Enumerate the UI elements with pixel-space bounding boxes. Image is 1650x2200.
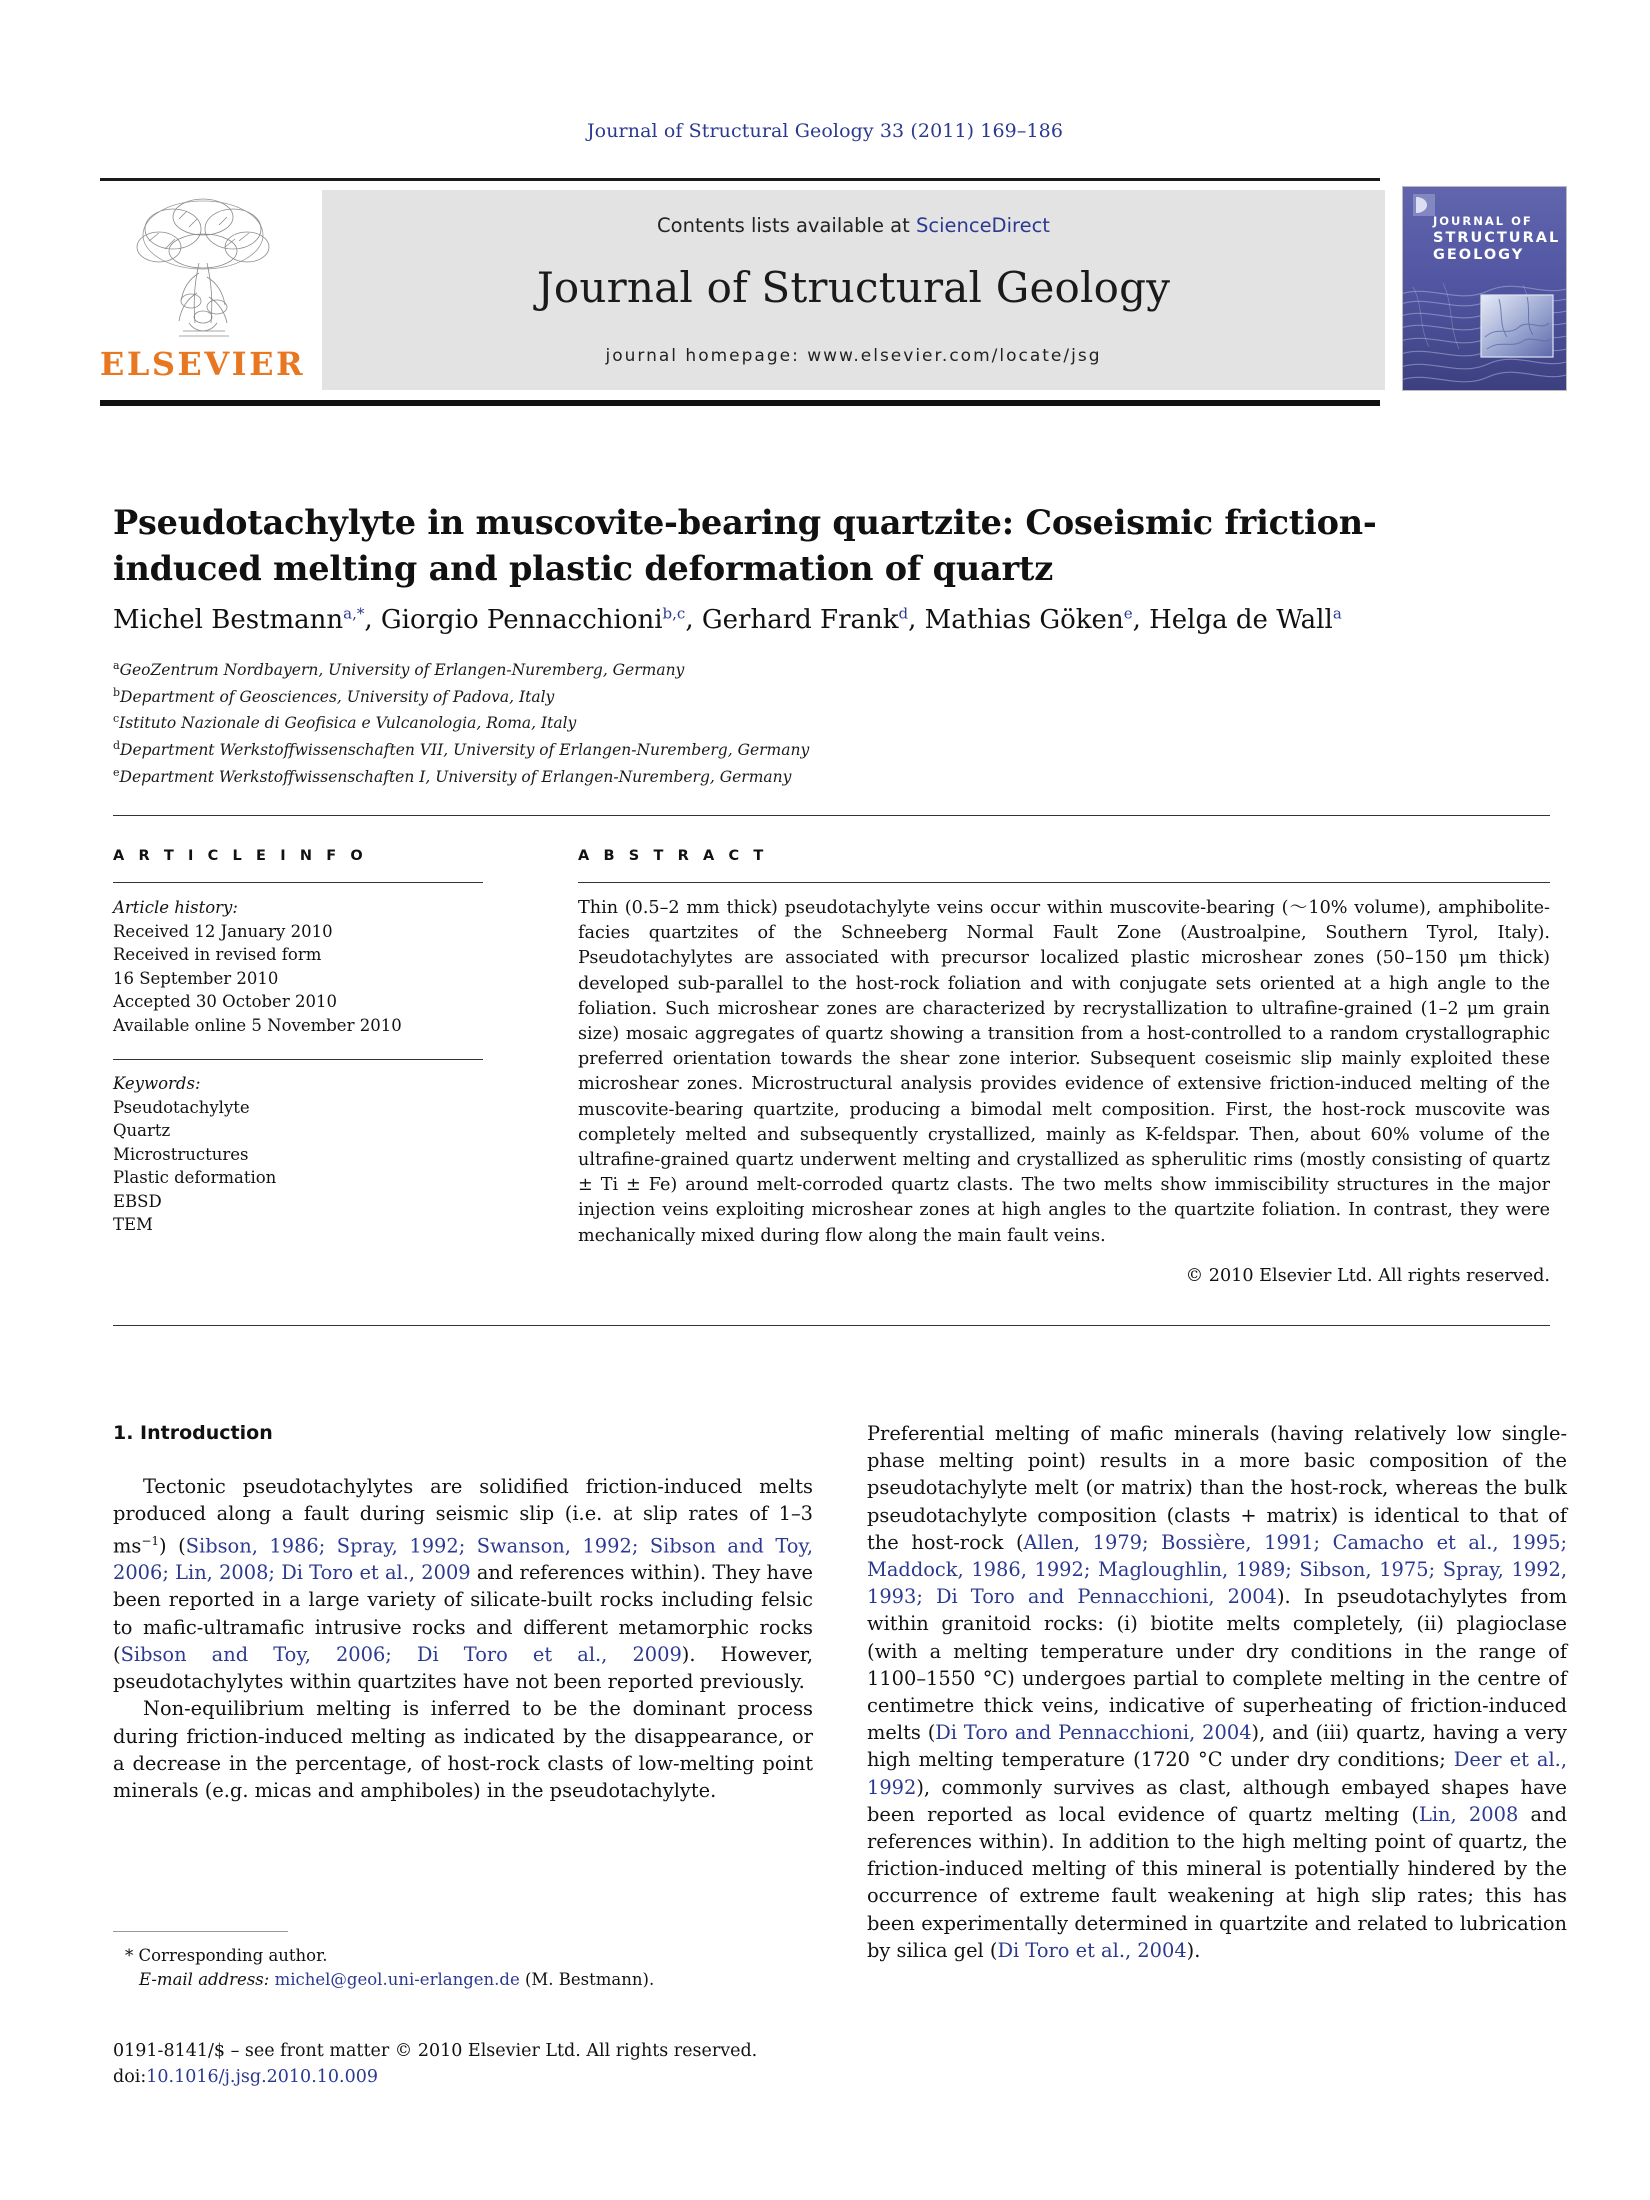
footnote-block (113, 1944, 813, 1992)
affiliation-item (113, 735, 1113, 762)
article-info-heading: A R T I C L E I N F O (113, 848, 368, 864)
author-4 (1149, 605, 1342, 635)
p1-text-b: ) ( (159, 1534, 186, 1558)
affiliation-text: Department of Geosciences, University of Padova, Italy (120, 687, 555, 706)
affiliation-item (113, 682, 1113, 709)
article-history (113, 896, 483, 1037)
abstract-heading: A B S T R A C T (578, 848, 768, 864)
affiliation-mark: d (113, 738, 121, 752)
p3-text-d: ), commonly survives as clast, although embayed shapes have been reported as local evidence of quartz melting ( (867, 1775, 1567, 1826)
p3-text-b: ). In pseudotachylytes from within granitoid rocks: (i) biotite melts completely, (ii) plagioclase (with a melting temperature under dry conditions in the range of 1100–1550 °C) undergoes partial to complete melting in the centre of centimetre thick veins, indicative of superheating of friction-induced melts ( (867, 1585, 1567, 1745)
email-label: E-mail address: (139, 1970, 270, 1989)
sep-0: , (364, 604, 381, 635)
masthead (100, 187, 1385, 399)
citation-link[interactable]: Sibson and Toy, 2006; Di Toro et al., 2009 (120, 1642, 682, 1666)
affiliation-mark: a (113, 659, 120, 672)
footnote-star: * (125, 1946, 134, 1965)
email-owner: (M. Bestmann). (524, 1970, 655, 1989)
abstract-copyright: © 2010 Elsevier Ltd. All rights reserved. (1185, 1266, 1550, 1287)
history-item: Available online 5 November 2010 (113, 1015, 402, 1035)
affiliation-item (113, 708, 1113, 735)
history-item: Received in revised form (113, 945, 322, 964)
keyword-item: Plastic deformation (113, 1168, 277, 1187)
author-marks: a,* (343, 604, 365, 622)
cover-elsevier-mark (1413, 194, 1435, 216)
p1-text-a: Tectonic pseudotachylytes are solidified friction-induced melts produced along a fault during seismic slip (i.e. at slip rates of 1–3 ms (113, 1475, 813, 1558)
p3-text-f: ). (1186, 1938, 1201, 1962)
corresponding-author-text: Corresponding author. (138, 1946, 328, 1965)
affiliation-text: GeoZentrum Nordbayern, University of Erlangen-Nuremberg, Germany (119, 661, 685, 680)
author-name: Gerhard Frank (701, 604, 899, 635)
journal-homepage-link[interactable]: journal homepage: www.elsevier.com/locate/jsg (605, 346, 1102, 366)
corresponding-author-line (113, 1944, 813, 1968)
masthead-band (322, 190, 1385, 390)
masthead-top-rule (100, 178, 1380, 181)
panel-top-rule (113, 815, 1550, 816)
journal-cover-thumbnail[interactable] (1402, 186, 1567, 391)
section-heading-introduction: 1. Introduction (113, 1422, 273, 1444)
author-marks: a (1332, 604, 1342, 622)
article-info-divider (113, 882, 483, 883)
keyword-item: TEM (113, 1215, 153, 1234)
affiliation-text: Istituto Nazionale di Geofisica e Vulcanologia, Roma, Italy (119, 714, 577, 733)
affiliation-item (113, 762, 1113, 789)
sep-3: , (1132, 604, 1150, 635)
sep-2: , (908, 604, 925, 635)
author-3 (925, 605, 1133, 635)
author-name: Giorgio Pennacchioni (380, 604, 663, 635)
intro-paragraph-1 (113, 1473, 813, 1695)
email-line (139, 1968, 813, 1992)
affiliation-list (113, 655, 1113, 788)
introduction-left-column (113, 1420, 813, 1804)
cover-artwork (1403, 187, 1566, 390)
page-title: Pseudotachylyte in muscovite-bearing quartzite: Coseismic friction-induced melting and plastic deformation of quartz (113, 503, 1377, 589)
affiliation-text: Department Werkstoffwissenschaften VII, University of Erlangen-Nuremberg, Germany (120, 741, 810, 760)
slip-rate-exponent: −1 (141, 1533, 160, 1548)
citation-link[interactable]: Deer et al., 1992 (867, 1748, 1568, 1799)
author-marks: b,c (662, 604, 686, 622)
elsevier-wordmark: ELSEVIER (99, 345, 306, 383)
author-name: Helga de Wall (1149, 604, 1333, 635)
journal-title: Journal of Structural Geology (536, 263, 1171, 312)
affiliation-mark: c (113, 712, 120, 726)
sep-1: , (685, 604, 702, 635)
keyword-item: Pseudotachylyte (113, 1097, 250, 1117)
history-item: Received 12 January 2010 (113, 921, 333, 941)
article-info-column (113, 848, 483, 1237)
keyword-item: EBSD (113, 1191, 162, 1211)
keyword-item: Quartz (113, 1121, 171, 1140)
intro-paragraph-2: Non-equilibrium melting is inferred to be the dominant process during friction-induced melting as indicated by the disappearance, or a decrease in the percentage, of host-rock clasts of low-melting point minerals (e.g. micas and amphiboles) in the pseudotachylyte. (113, 1697, 813, 1802)
elsevier-tree-icon (129, 189, 277, 341)
sciencedirect-link[interactable]: ScienceDirect (915, 214, 1050, 237)
running-head: Journal of Structural Geology 33 (2011) 169–186 (586, 120, 1064, 142)
author-marks: d (898, 604, 909, 622)
abstract-divider (578, 882, 1550, 883)
introduction-right-column (867, 1420, 1567, 1964)
affiliation-mark: b (113, 685, 121, 699)
colophon (113, 2038, 873, 2090)
citation-link[interactable]: Di Toro and Pennacchioni, 2004 (935, 1721, 1252, 1745)
p3-text-a: Preferential melting of mafic minerals (having relatively low single-phase melting point) results in a more basic composition of the pseudotachylyte melt (or matrix) than the host-rock, whereas the bulk pseudotachylyte composition (clasts + matrix) is identical to that of the host-rock ( (867, 1422, 1567, 1554)
elsevier-logo[interactable] (100, 187, 305, 399)
svg-text:JOURNAL OF: JOURNAL OF (1433, 214, 1533, 228)
contents-prefix: Contents lists available at (657, 214, 916, 237)
author-marks: e (1123, 604, 1133, 622)
p3-text-c: ), and (iii) quartz, having a very high melting temperature (1720 °C under dry conditions; (867, 1721, 1567, 1772)
doi-label: doi: (113, 2067, 147, 2087)
svg-text:STRUCTURAL: STRUCTURAL (1433, 230, 1561, 246)
keywords-block (113, 1072, 483, 1237)
author-name: Mathias Göken (924, 604, 1124, 635)
author-2 (702, 605, 908, 635)
affiliation-item (113, 655, 1113, 682)
keyword-item: Microstructures (113, 1144, 249, 1164)
abstract-column (578, 848, 1550, 1286)
p1-text-c: and references within). They have been reported in a large variety of silicate-built rocks including felsic to mafic-ultramafic intrusive rocks and different metamorphic rocks ( (113, 1561, 813, 1666)
citation-link[interactable]: Di Toro et al., 2004 (997, 1938, 1187, 1962)
citation-link[interactable]: Sibson, 1986; Spray, 1992; Swanson, 1992; Sibson and Toy, 2006; Lin, 2008; Di Toro et al., 2009 (113, 1534, 813, 1585)
affiliation-text: Department Werkstoffwissenschaften I, University of Erlangen-Nuremberg, Germany (119, 767, 792, 786)
affiliation-mark: e (113, 765, 120, 779)
doi-link[interactable]: 10.1016/j.jsg.2010.10.009 (146, 2067, 378, 2087)
author-0 (113, 605, 364, 635)
citation-link[interactable]: Allen, 1979; Bossière, 1991; Camacho et al., 1995; Maddock, 1986, 1992; Magloughlin, 1989; Sibson, 1975; Spray, 1992, 1993; Di Toro and Pennacchioni, 2004 (867, 1530, 1567, 1609)
svg-text:GEOLOGY: GEOLOGY (1433, 247, 1525, 263)
p1-text-d: ). However, pseudotachylytes within quartzites have not been reported previously. (113, 1642, 814, 1694)
keywords-divider (113, 1059, 483, 1060)
article-history-label: Article history: (113, 898, 238, 917)
history-item: 16 September 2010 (113, 968, 279, 988)
footnote-rule (113, 1931, 288, 1932)
abstract-text: Thin (0.5–2 mm thick) pseudotachylyte veins occur within muscovite-bearing (～10% volume), amphibolite-facies quartzites of the Schneeberg Normal Fault Zone (Austroalpine, Southern Tyrol, Italy). Pseudotachylytes are associated with precursor localized plastic microshear zones (50–150 μm thick) developed sub-parallel to the host-rock foliation and with conjugate sets oriented at a high angle to the foliation. Such microshear zones are characterized by recrystallization to ultrafine-grained (1–2 μm grain size) mosaic aggregates of quartz showing a transition from a host-controlled to a random crystallographic preferred orientation towards the shear zone interior. Subsequent coseismic slip mainly exploited these microshear zones. Microstructural analysis provides evidence of extensive friction-induced melting of the muscovite-bearing quartzite, producing a bimodal melt composition. First, the host-rock muscovite was completely melted and subsequently crystallized, mainly as K-feldspar. Then, about 60% volume of the ultrafine-grained quartz underwent melting and crystallized as spherulitic rims (mostly consisting of quartz ± Ti ± Fe) around melt-corroded quartz clasts. The two melts show immiscibility structures in the major injection veins exploiting microshear zones at high angles to the quartzite foliation. In contrast, they were mechanically mixed during flow along the main fault veins. (578, 898, 1550, 1246)
doi-line (113, 2064, 873, 2090)
keywords-label: Keywords: (113, 1074, 201, 1093)
email-link[interactable]: michel@geol.uni-erlangen.de (274, 1970, 520, 1989)
front-matter-line: 0191-8141/$ – see front matter © 2010 Elsevier Ltd. All rights reserved. (113, 2041, 758, 2061)
masthead-bottom-rule (100, 400, 1380, 406)
history-item: Accepted 30 October 2010 (113, 992, 337, 1011)
author-name: Michel Bestmann (113, 604, 344, 635)
panel-bottom-rule (113, 1325, 1550, 1326)
citation-link[interactable]: Lin, 2008 (1418, 1802, 1519, 1826)
intro-paragraph-3 (867, 1420, 1567, 1964)
author-list (113, 595, 1543, 638)
author-1 (381, 605, 685, 635)
p3-text-e: and references within). In addition to the high melting point of quartz, the friction-induced melting of this mineral is potentially hindered by the occurrence of extreme fault weakening at high slip rates; this has been experimentally determined in quartzite and related to lubrication by silica gel ( (867, 1802, 1567, 1962)
contents-list-line (322, 190, 1385, 237)
